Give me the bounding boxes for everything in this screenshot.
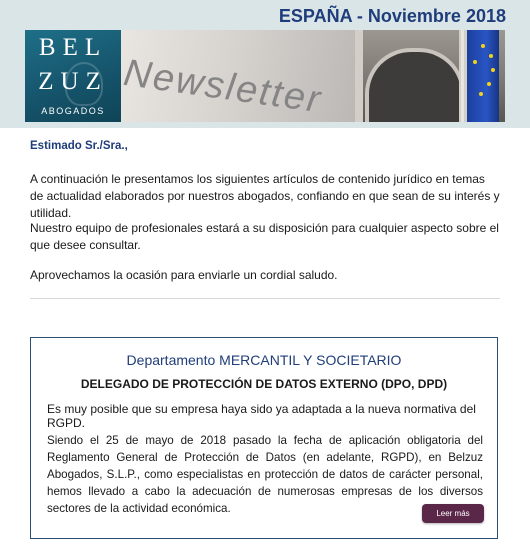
read-more-button[interactable]: Leer más xyxy=(422,504,484,523)
newsletter-header xyxy=(0,0,530,128)
newsletter-paper-image xyxy=(121,30,355,122)
department-heading: Departamento MERCANTIL Y SOCIETARIO xyxy=(126,352,402,368)
newsletter-banner xyxy=(25,30,505,122)
article-lead: Es muy posible que su empresa haya sido ya adaptada a la nueva normativa del RGPD. xyxy=(47,402,476,430)
flag-star xyxy=(473,60,477,64)
eu-flag-image xyxy=(467,30,499,122)
logo-subtitle: ABOGADOS xyxy=(41,106,105,116)
logo-text-line1: BEL xyxy=(38,34,108,61)
intro-section xyxy=(30,138,500,282)
building-facade-image xyxy=(355,30,505,122)
flag-star xyxy=(491,68,495,72)
flag-star xyxy=(479,92,483,96)
intro-paragraph: A continuación le presentamos los siguientes artículos de contenido jurídico en temas de actualidad elaborados por nuestros abogados, confiando en que sean de su interés y utilidad. xyxy=(30,172,500,220)
edition-title: ESPAÑA - Noviembre 2018 xyxy=(278,6,506,26)
article-body: Siendo el 25 de mayo de 2018 pasado la fecha de aplicación obligatoria del Reglamento General de Protección de Datos (en adelante, RGPD), en Belzuz Abogados, S.L.P., como especialistas en protección de datos de carácter personal, hemos llevado a cabo la adecuación de numerosas empresas de los diversos sectores de la actividad económica. xyxy=(47,434,483,515)
article-card xyxy=(30,337,498,539)
section-divider xyxy=(30,298,500,299)
greeting: Estimado Sr./Sra., xyxy=(30,140,128,152)
intro-paragraph: Nuestro equipo de profesionales estará a su disposición para cualquier aspecto sobre el que desee consultar. xyxy=(30,221,499,252)
flag-star xyxy=(489,54,493,58)
flag-star xyxy=(487,82,491,86)
flag-pole xyxy=(461,30,464,122)
article-title[interactable]: DELEGADO DE PROTECCIÓN DE DATOS EXTERNO (DPO, DPD) xyxy=(80,377,448,391)
belzuz-logo[interactable] xyxy=(25,30,121,122)
building-column xyxy=(355,30,363,122)
intro-paragraph: Aprovechamos la ocasión para enviarle un cordial saludo. xyxy=(30,268,338,282)
flag-star xyxy=(481,44,485,48)
logo-text-line2: ZUZ xyxy=(38,68,108,95)
banner-word: Newsletter xyxy=(121,52,325,122)
building-arch xyxy=(365,48,465,122)
